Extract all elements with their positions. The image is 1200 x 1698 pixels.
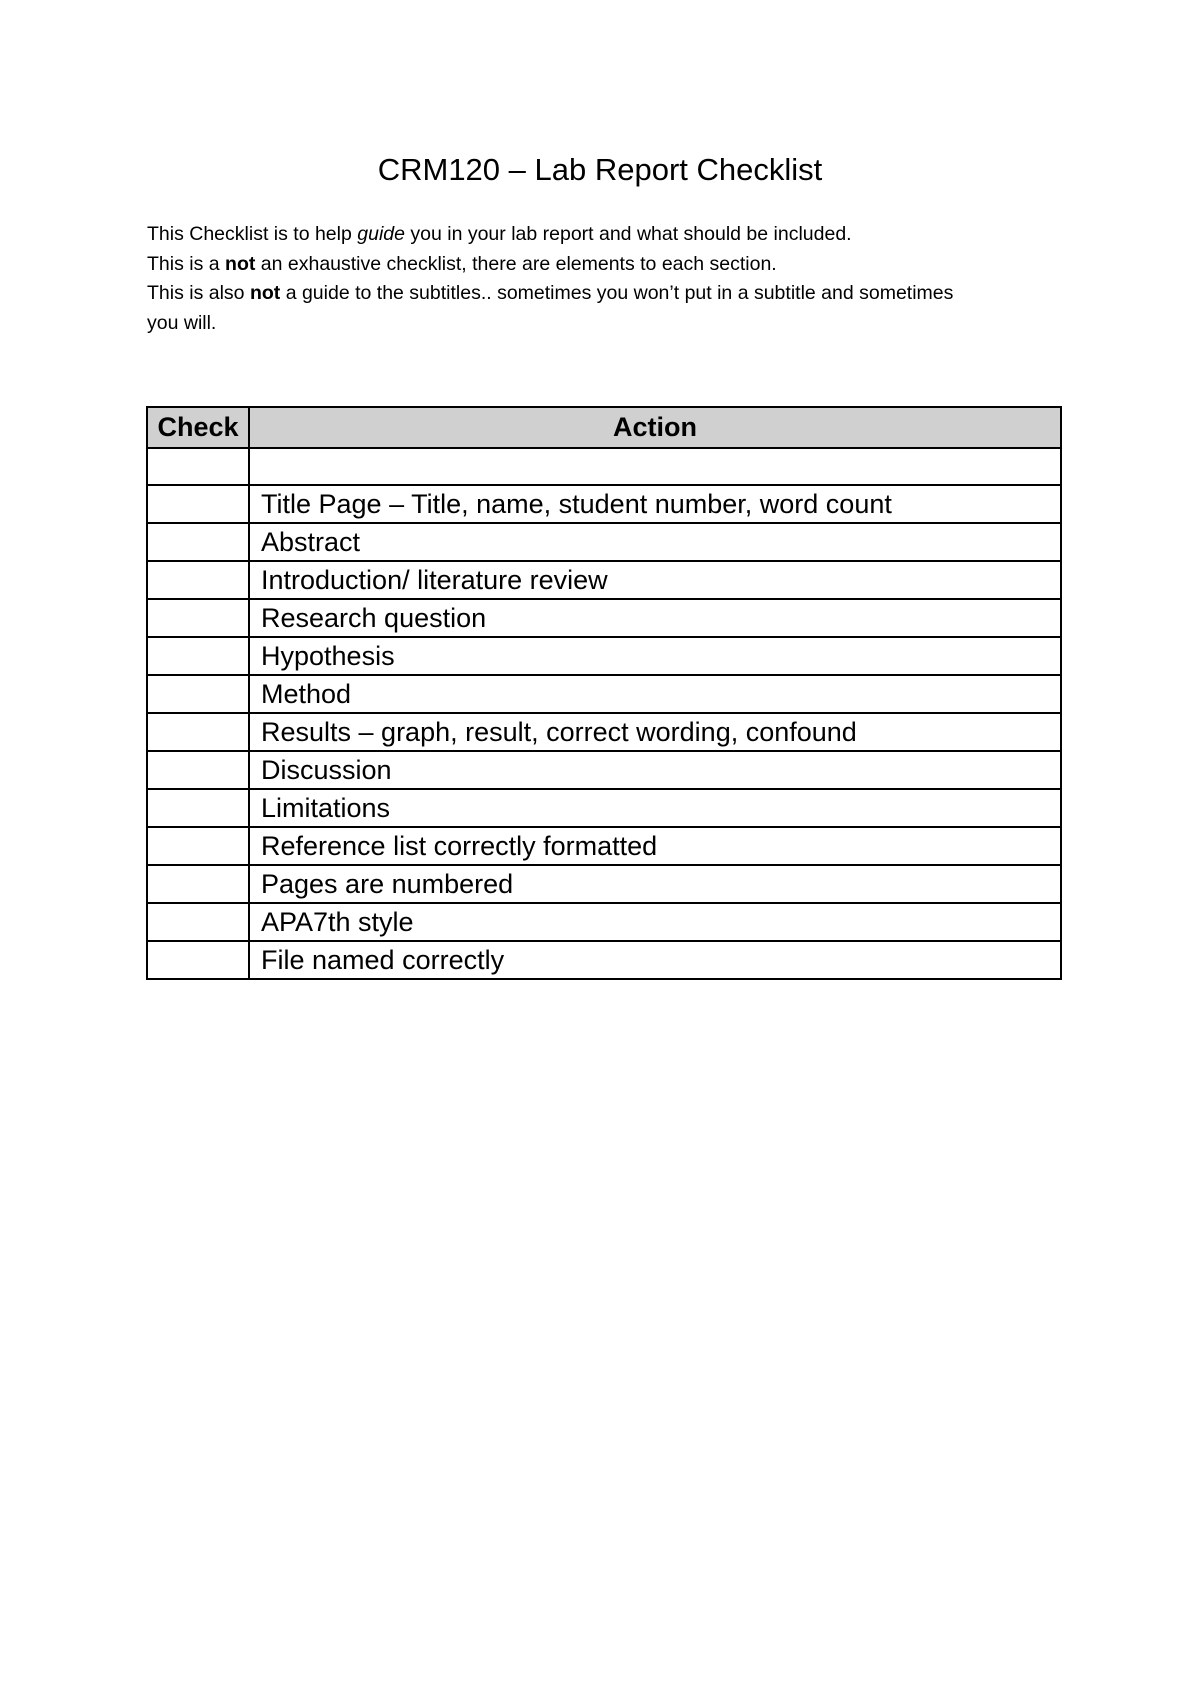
action-cell: Reference list correctly formatted — [249, 827, 1061, 865]
intro-line-1-start: This Checklist is to help — [147, 223, 358, 245]
check-cell[interactable] — [147, 675, 249, 713]
action-cell: Method — [249, 675, 1061, 713]
check-cell[interactable] — [147, 485, 249, 523]
check-cell[interactable] — [147, 751, 249, 789]
checklist-row — [147, 827, 1061, 865]
check-cell[interactable] — [147, 941, 249, 979]
check-cell[interactable] — [147, 523, 249, 561]
checklist-table — [146, 406, 1062, 980]
action-cell: Discussion — [249, 751, 1061, 789]
action-cell: Abstract — [249, 523, 1061, 561]
action-column-header: Action — [249, 407, 1061, 448]
action-cell: Research question — [249, 599, 1061, 637]
checklist-row — [147, 675, 1061, 713]
action-cell: Limitations — [249, 789, 1061, 827]
action-cell: Hypothesis — [249, 637, 1061, 675]
check-cell[interactable] — [147, 561, 249, 599]
checklist-row — [147, 448, 1061, 485]
checklist-body — [147, 448, 1061, 979]
check-cell[interactable] — [147, 789, 249, 827]
intro-line-2-bold: not — [225, 252, 256, 275]
checklist-row — [147, 485, 1061, 523]
action-cell — [249, 448, 1061, 485]
checklist-row — [147, 789, 1061, 827]
action-cell: File named correctly — [249, 941, 1061, 979]
action-cell: Title Page – Title, name, student number, word count — [249, 485, 1061, 523]
intro-line-3-start: This is also — [147, 282, 250, 304]
intro-line-2 — [147, 250, 977, 280]
action-cell: Pages are numbered — [249, 865, 1061, 903]
intro-line-2-end: an exhaustive checklist, there are elements to each section. — [255, 252, 777, 275]
check-cell[interactable] — [147, 713, 249, 751]
intro-line-3-end: a guide to the subtitles.. sometimes you won’t put in a subtitle and sometimes you will. — [147, 282, 954, 334]
intro-text — [147, 220, 977, 338]
checklist-row — [147, 523, 1061, 561]
intro-line-3-bold: not — [249, 282, 281, 304]
checklist-row — [147, 941, 1061, 979]
intro-line-3 — [147, 279, 977, 338]
check-cell[interactable] — [147, 865, 249, 903]
document-title: CRM120 – Lab Report Checklist — [377, 152, 823, 187]
intro-line-1-end: you in your lab report and what should be included. — [404, 223, 852, 245]
check-cell[interactable] — [147, 903, 249, 941]
action-cell: Results – graph, result, correct wording, confound — [249, 713, 1061, 751]
checklist-row — [147, 637, 1061, 675]
check-cell[interactable] — [147, 827, 249, 865]
intro-line-1 — [147, 220, 977, 250]
checklist-row — [147, 751, 1061, 789]
check-cell[interactable] — [147, 448, 249, 485]
check-column-header: Check — [147, 407, 249, 448]
checklist-row — [147, 713, 1061, 751]
checklist-row — [147, 561, 1061, 599]
intro-line-2-start: This is a — [147, 252, 226, 275]
checklist-row — [147, 903, 1061, 941]
check-cell[interactable] — [147, 599, 249, 637]
checklist-header-row — [147, 407, 1061, 448]
intro-line-1-emphasis: guide — [357, 223, 405, 245]
checklist-row — [147, 599, 1061, 637]
check-cell[interactable] — [147, 637, 249, 675]
action-cell: Introduction/ literature review — [249, 561, 1061, 599]
checklist-row — [147, 865, 1061, 903]
action-cell: APA7th style — [249, 903, 1061, 941]
